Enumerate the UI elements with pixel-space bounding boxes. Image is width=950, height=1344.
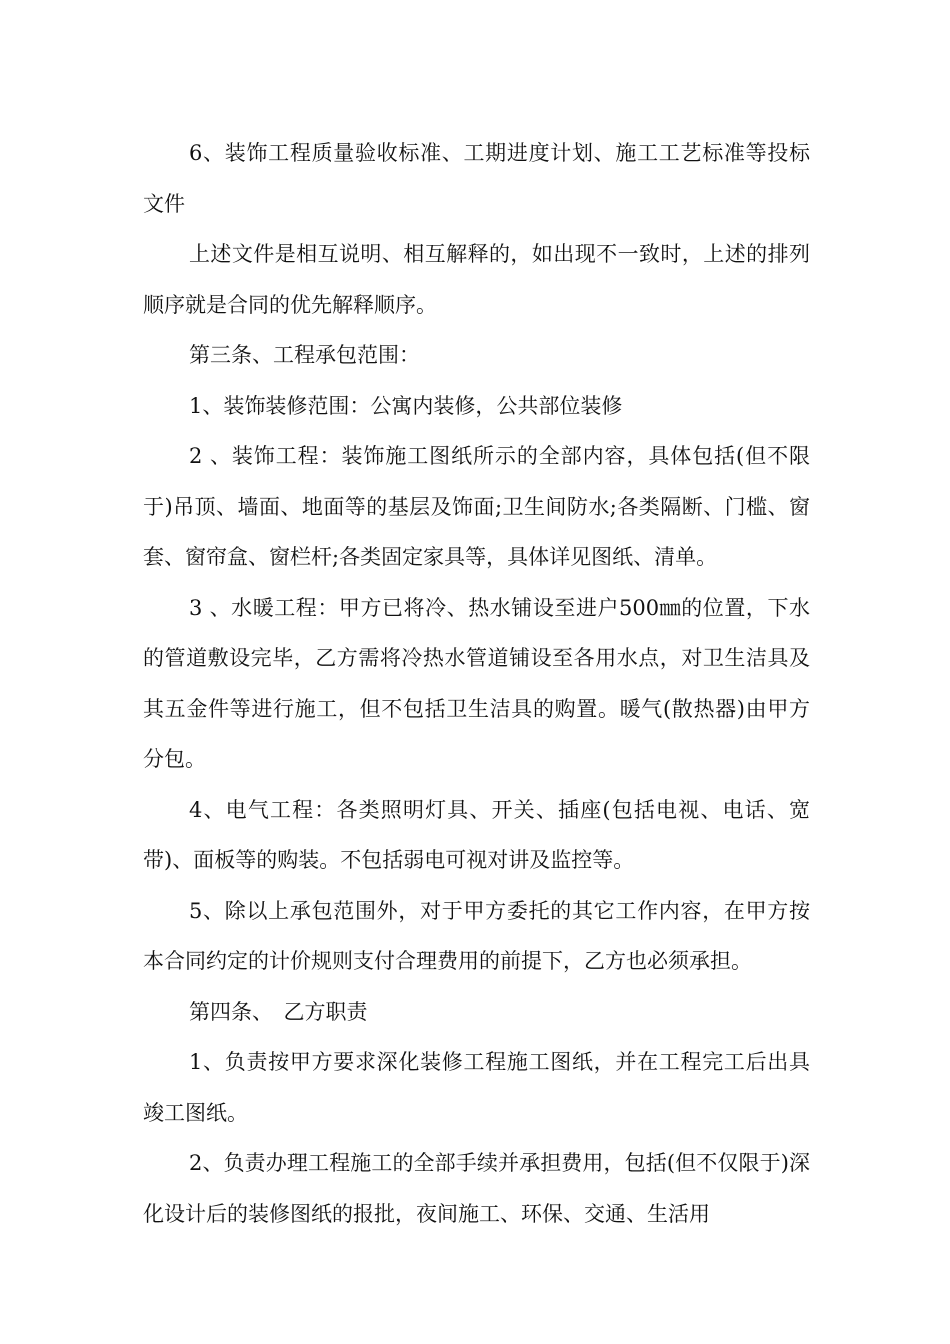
paragraph-decoration-scope: 1、装饰装修范围：公寓内装修，公共部位装修 — [189, 393, 623, 418]
paragraph-additional-works: 5、除以上承包范围外，对于甲方委托的其它工作内容，在甲方按本合同约定的计价规则支付合理费用的前提下，乙方也必须承担。 — [143, 898, 810, 973]
paragraph-drawings-responsibility: 1、负责按甲方要求深化装修工程施工图纸，并在工程完工后出具竣工图纸。 — [143, 1050, 810, 1125]
paragraph-item-6-bid-documents: 6、装饰工程质量验收标准、工期进度计划、施工工艺标准等投标文件 — [143, 141, 810, 216]
paragraph-electrical-works: 4、电气工程：各类照明灯具、开关、插座(包括电视、电话、宽带)、面板等的购装。不包括弱电可视对讲及监控等。 — [143, 797, 810, 872]
heading-article-3: 第三条、工程承包范围： — [189, 343, 420, 367]
paragraph-plumbing-heating-works: 3 、水暖工程：甲方已将冷、热水铺设至进户500㎜的位置，下水的管道敷设完毕，乙方需将冷热水管道铺设至各用水点，对卫生洁具及其五金件等进行施工，但不包括卫生洁具的购置。暖气(散热器)由甲方分包。 — [143, 595, 810, 771]
heading-article-4: 第四条、 乙方职责 — [189, 999, 368, 1024]
paragraph-document-priority: 上述文件是相互说明、相互解释的，如出现不一致时，上述的排列顺序就是合同的优先解释顺序。 — [143, 242, 810, 317]
paragraph-permits-responsibility: 2、负责办理工程施工的全部手续并承担费用，包括(但不仅限于)深化设计后的装修图纸的报批，夜间施工、环保、交通、生活用 — [143, 1151, 810, 1226]
paragraph-decoration-works: 2 、装饰工程：装饰施工图纸所示的全部内容，具体包括(但不限于)吊顶、墙面、地面等的基层及饰面;卫生间防水;各类隔断、门槛、窗套、窗帘盒、窗栏杆;各类固定家具等，具体详见图纸、清单。 — [143, 444, 810, 569]
document-body — [143, 128, 810, 1239]
